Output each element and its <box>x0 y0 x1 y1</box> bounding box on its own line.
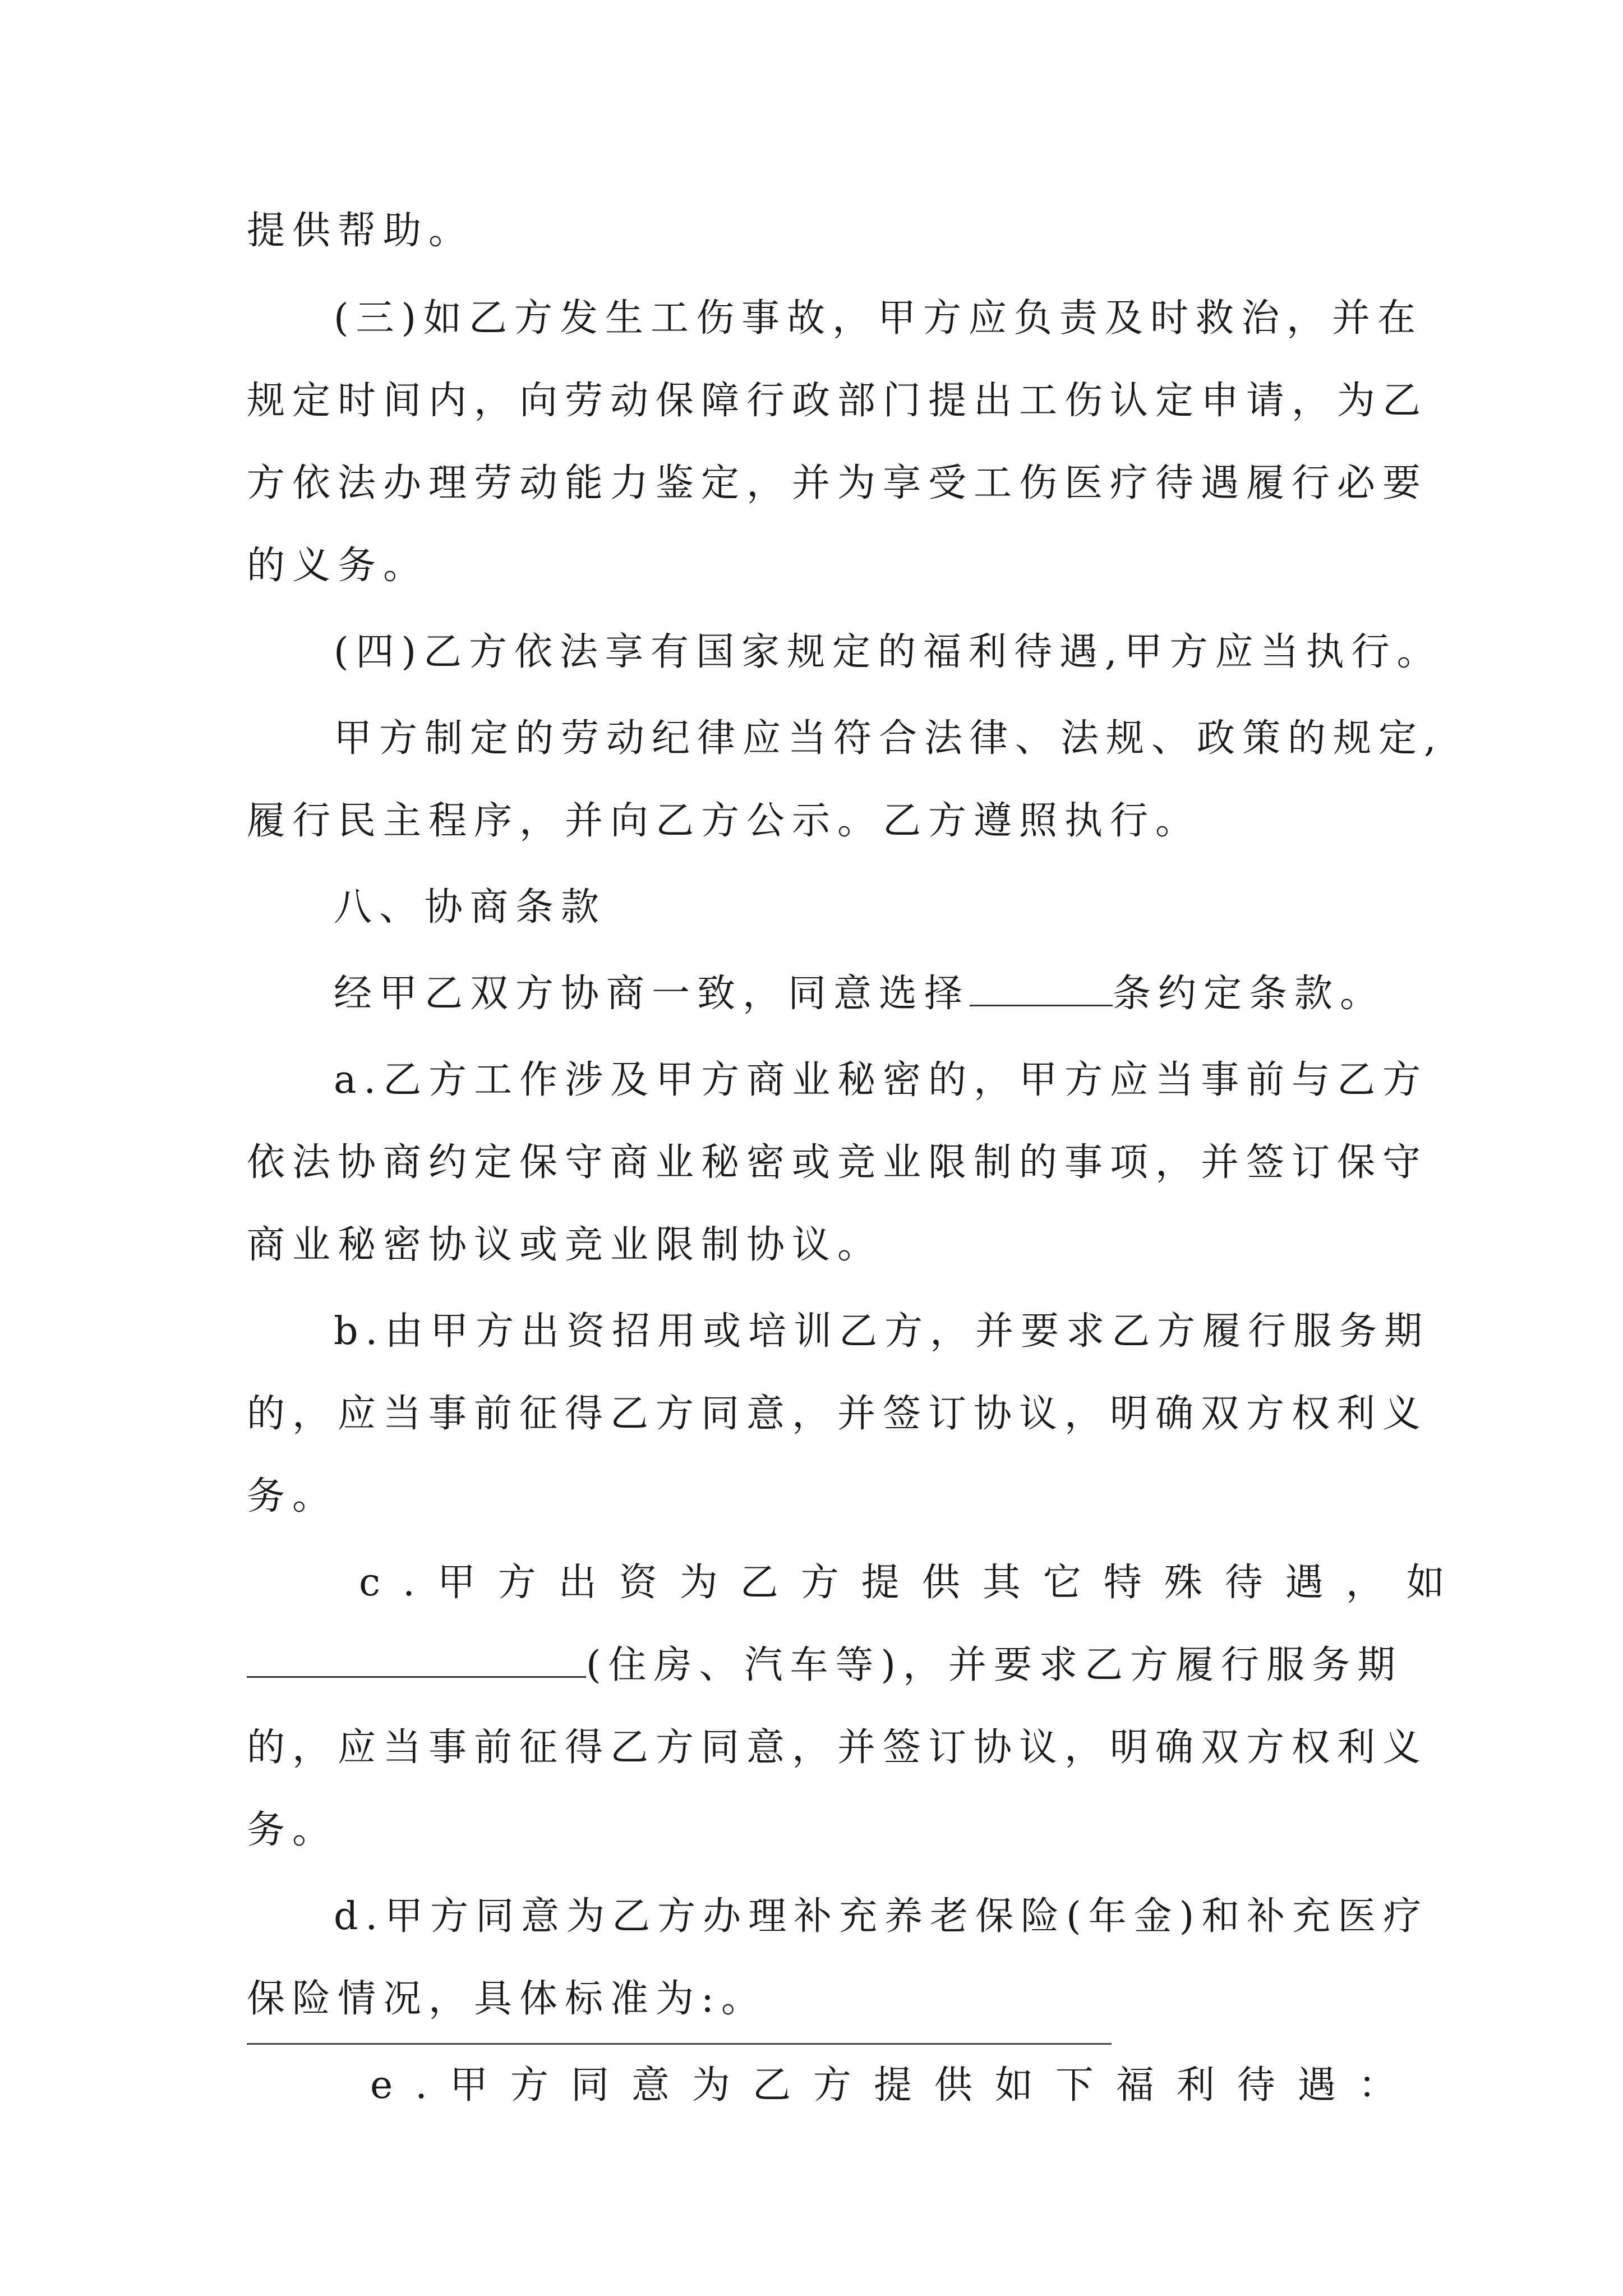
paragraph-line: 务。 <box>247 1474 338 1519</box>
paragraph-line: d.甲方同意为乙方办理补充养老保险(年金)和补充医疗 <box>334 1894 1429 1939</box>
paragraph-line: 履行民主程序，并向乙方公示。乙方遵照执行。 <box>247 799 1201 843</box>
paragraph-line: b.由甲方出资招用或培训乙方，并要求乙方履行服务期 <box>334 1309 1430 1354</box>
paragraph-line: 提供帮助。 <box>247 209 474 253</box>
paragraph-line: 的义务。 <box>247 544 429 588</box>
paragraph-line: 方依法办理劳动能力鉴定，并为享受工伤医疗待遇履行必要 <box>247 461 1428 505</box>
paragraph-line: 保险情况，具体标准为:。 <box>247 1977 767 2021</box>
paragraph-line: 依法协商约定保守商业秘密或竞业限制的事项，并签订保守 <box>247 1140 1428 1185</box>
clause-text: 条约定条款。 <box>1113 972 1386 1016</box>
paragraph-line: a.乙方工作涉及甲方商业秘密的，甲方应当事前与乙方 <box>334 1058 1428 1102</box>
paragraph-line: c.甲方出资为乙方提供其它特殊待遇，如 <box>359 1561 1467 1605</box>
clause-text: (住房、汽车等)，并要求乙方履行服务期 <box>586 1643 1403 1687</box>
paragraph-line: 商业秘密协议或竞业限制协议。 <box>247 1223 883 1267</box>
paragraph-line: 甲方制定的劳动纪律应当符合法律、法规、政策的规定, <box>334 716 1444 761</box>
paragraph-line: e.甲方同意为乙方提供如下福利待遇： <box>370 2063 1419 2108</box>
fill-in-blank <box>970 971 1113 1006</box>
paragraph-line: 的，应当事前征得乙方同意，并签订协议，明确双方权利义 <box>247 1726 1428 1770</box>
paragraph-line: 规定时间内，向劳动保障行政部门提出工伤认定申请，为乙 <box>247 379 1428 423</box>
paragraph-line: 的，应当事前征得乙方同意，并签订协议，明确双方权利义 <box>247 1392 1428 1436</box>
paragraph-line <box>334 966 1385 1022</box>
clause-text: 经甲乙双方协商一致，同意选择 <box>334 972 970 1016</box>
paragraph-line: (三)如乙方发生工伤事故，甲方应负责及时救治，并在 <box>334 296 1423 341</box>
section-heading: 八、协商条款 <box>334 885 607 930</box>
fill-in-blank <box>247 2043 1112 2045</box>
paragraph-line: 务。 <box>247 1808 338 1852</box>
paragraph-line: (四)乙方依法享有国家规定的福利待遇,甲方应当执行。 <box>334 630 1442 674</box>
fill-in-blank <box>247 1642 586 1678</box>
paragraph-line <box>247 1637 1403 1694</box>
